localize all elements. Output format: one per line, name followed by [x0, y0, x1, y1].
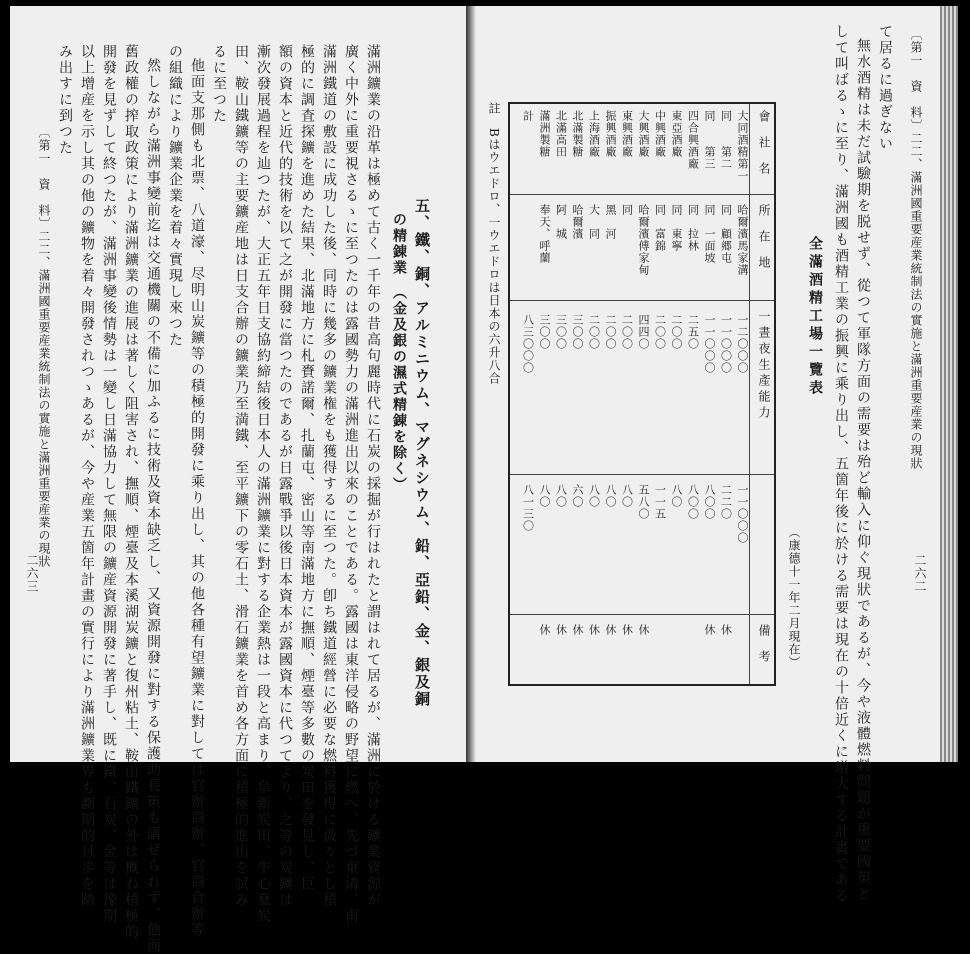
body-line: て居るに過ぎない — [877, 24, 893, 152]
row-capacity: 三〇〇 — [554, 314, 568, 350]
row-name: 東亞酒廠 — [670, 110, 683, 158]
row-name: 同 第三 — [703, 110, 716, 170]
row-note: 休 — [587, 624, 601, 636]
row-capacity-b: 八〇〇 — [703, 484, 716, 520]
paragraph-line: るに至つた — [211, 44, 227, 124]
row-capacity-b: 八〇 — [538, 484, 551, 508]
row-location: 哈爾濱 — [571, 204, 584, 240]
row-note: 休 — [703, 624, 716, 636]
paragraph-line: 滿洲鐵道の敷設に成功した後、同時に幾多の鑛業権をも獲得するに至つた。卽ち鐵道經營に必要な燃料獲得に汲々とし積 — [321, 44, 337, 908]
row-location: 同 — [620, 204, 634, 216]
row-name: 大同酒精第一 — [736, 110, 749, 182]
row-location: 阿 城 — [554, 204, 568, 240]
paragraph-line: 舊政權の搾取政策により滿洲鑛業の進展は著しく阻害され、撫順、煙臺及本溪湖炭鑛と復州粘土、鞍山鐵鑛の外は概ね積極的 — [123, 44, 139, 940]
row-capacity-b: 一一五 — [653, 484, 667, 520]
row-note: 休 — [637, 624, 650, 636]
paragraph-line: 然しながら滿洲事變前迄は交通機關の不備に加ふるに技術及資本缺乏し、又資源開發に對する保護助長策も講ぜられず、他面 — [145, 58, 161, 954]
right-running-header: 〔第一 資 料〕二二、滿洲國重要産業統制法の實施と滿洲重要産業の現狀 — [909, 28, 923, 470]
row-note — [668, 624, 682, 678]
row-note — [652, 624, 666, 678]
row-capacity: 二〇〇 — [587, 314, 601, 350]
header-name: 會 社 名 — [757, 110, 771, 175]
row-location: 奉天、呼蘭 — [538, 204, 551, 264]
body-line: して叫ばるゝに至り、滿洲國も酒精工業の振興に乘り出し、五箇年後に於ける需要は現在の十倍近くに増大する計畫である — [833, 24, 849, 904]
row-location — [520, 204, 534, 296]
row-note: 休 — [620, 624, 634, 636]
row-note: 休 — [571, 624, 584, 636]
paragraph-line: 極的に調査探鑛を進めた結果、北滿地方に札賚諾爾、扎蘭屯、密山等南滿地方に撫順、煙臺等多數の炭田を發見し、巨 — [299, 44, 315, 892]
paragraph-line: み出すに到つた — [57, 44, 73, 156]
row-name: 北滿製糖 — [571, 110, 584, 158]
row-name: 上海酒廠 — [587, 110, 601, 158]
row-location: 大 同 — [587, 204, 601, 240]
row-name: 四合興酒廠 — [686, 110, 700, 170]
distillery-table — [508, 102, 776, 686]
row-name: 北滿高田 — [554, 110, 568, 158]
row-location: 同 拉林 — [686, 204, 700, 252]
row-capacity-b: 一一〇〇〇 — [736, 484, 749, 544]
row-note: 休 — [719, 624, 733, 636]
right-page-number: 二六二 — [913, 554, 927, 593]
section-heading-1: 五、鐵、銅、アルミニウム、マグネシウム、鉛、亞鉛、金、銀及銅 — [413, 198, 431, 708]
body-line: 無水酒精は未だ試驗期を脱せず、從つて軍隊方面の需要は殆ど輸入に仰ぐ現狀であるが、今や液體燃料問題が重要國策と — [855, 38, 871, 902]
row-name: 滿洲製糖 — [538, 110, 551, 158]
row-note — [685, 624, 699, 678]
row-capacity-b: 五八〇 — [637, 484, 650, 520]
table-date: （康德十一年二月現在） — [787, 526, 801, 669]
row-capacity: 三〇〇 — [571, 314, 584, 350]
row-capacity: 二五〇 — [686, 314, 700, 350]
row-capacity-b: 六〇 — [571, 484, 584, 508]
row-capacity: 一一〇〇〇 — [719, 314, 733, 374]
row-capacity: 二〇〇 — [620, 314, 634, 350]
row-name: 振興酒廠 — [604, 110, 617, 158]
table-title: 全滿酒精工場一覽表 — [807, 236, 823, 398]
row-capacity: 一一〇〇〇 — [703, 314, 716, 374]
row-location: 同 顧郷屯 — [719, 204, 733, 264]
left-page — [10, 6, 466, 954]
header-location: 所 在 地 — [757, 204, 771, 269]
paragraph-line: 以上增産を示し其の他の鑛物を着々開發されつゝあるが、今や産業五箇年計畫の實行により滿洲鑛業界も劃期的旦歩を踏 — [79, 44, 95, 908]
gutter-shadow — [466, 6, 476, 762]
row-capacity-b: 八〇 — [620, 484, 634, 508]
left-page-number: 二六三 — [25, 554, 39, 593]
paragraph-line: 滿洲鑛業の沿革は極めて古く一千年の昔高句麗時代に石炭の採掘が行はれたと謂はれて居るが、滿洲に於ける鑛業資源が — [365, 44, 381, 908]
row-capacity: 二〇〇 — [653, 314, 667, 350]
row-location: 同 富錦 — [653, 204, 667, 252]
row-note — [520, 624, 534, 678]
row-capacity-b: 八〇 — [587, 484, 601, 508]
row-capacity: 二〇〇 — [604, 314, 617, 350]
row-note: 休 — [538, 624, 551, 636]
row-location: 哈爾濱傅家甸 — [637, 204, 650, 276]
row-name: 中興酒廠 — [653, 110, 667, 158]
row-capacity-b: 八〇〇 — [686, 484, 700, 520]
paragraph-line: 廣く中外に重要視さるゝに至つたのは露國勢力の滿洲進出以來のことである。露國は東洋侵略の野望に燃へ、先づ東清、南 — [343, 44, 359, 924]
table-footnote: 註 Bはウエドロ、一ウエドロは日本の六升八合 — [487, 102, 501, 385]
row-name: 同 第二 — [719, 110, 733, 170]
row-capacity: 一二〇〇〇 — [736, 314, 749, 374]
paragraph-line: 他面支那側も北票、八道濠、尽明山炭鑛等の積極的開發に乘り出し、其の他各種有望鑛業に對しては官辦商辦、官商合辦等 — [189, 58, 205, 938]
row-note: 休 — [554, 624, 568, 636]
row-note: 休 — [604, 624, 617, 636]
row-capacity: 二〇〇 — [670, 314, 683, 350]
right-page — [472, 6, 940, 904]
paragraph-line: 田、鞍山鐵鑛等の主要鑛産地は日支合辦の鑛業乃至満鐵、至平鑛下の零石土、滑石鑛業を首め各方面に積極的進出を試み — [233, 44, 249, 908]
section-heading-2: の精錬業 （金及銀の濕式精錬を除く） — [391, 212, 407, 493]
paragraph-line: の組織により鑛業企業を着々實現し來つた — [167, 44, 183, 348]
row-capacity-b: 八〇 — [604, 484, 617, 508]
row-location: 同 東寧 — [670, 204, 683, 252]
row-name: 計 — [521, 110, 535, 122]
row-note — [734, 624, 748, 678]
row-capacity: 三〇〇 — [538, 314, 551, 350]
header-capacity: 一晝夜生產能力 — [757, 310, 771, 422]
row-location: 哈爾濱馬家溝 — [736, 204, 749, 276]
row-capacity-b: 八〇 — [670, 484, 683, 508]
paragraph-line: 漸次發展過程を辿つたが、大正五年日支協約締結後日本人の滿洲鑛業に對する企業熱は一段と高まり、阜新炭田、牛心臺炭 — [255, 44, 271, 924]
row-name: 東興酒廠 — [620, 110, 634, 158]
left-running-header: 〔第一 資 料〕二二、滿洲國重要産業統制法の實施と滿洲重要産業の現狀 — [37, 126, 51, 568]
row-name: 大興酒廠 — [637, 110, 650, 158]
row-capacity: 四四〇 — [637, 314, 650, 350]
paragraph-line: 額の資本と近代的技術を以て之が開發に當つたのであるが日露戰爭以後日本資本が露國資本に代つてより、之等の炭鑛は — [277, 44, 293, 908]
row-location: 黑 河 — [604, 204, 617, 240]
row-capacity-b: 八〇 — [554, 484, 568, 508]
paragraph-line: 開發を見ずして終つたが、滿洲事變後情勢は一變し日滿協力して無限の鑛産資源開發に著手し、既に鐵、石炭、金等は豫期 — [101, 44, 117, 924]
row-capacity-b: 八一三〇 — [521, 484, 535, 532]
row-capacity: 八三〇〇〇 — [521, 314, 535, 374]
row-capacity-b: 二二〇 — [719, 484, 733, 520]
page-edge — [940, 6, 958, 762]
header-note: 備 考 — [757, 624, 771, 663]
row-location: 同 一面坡 — [703, 204, 716, 264]
